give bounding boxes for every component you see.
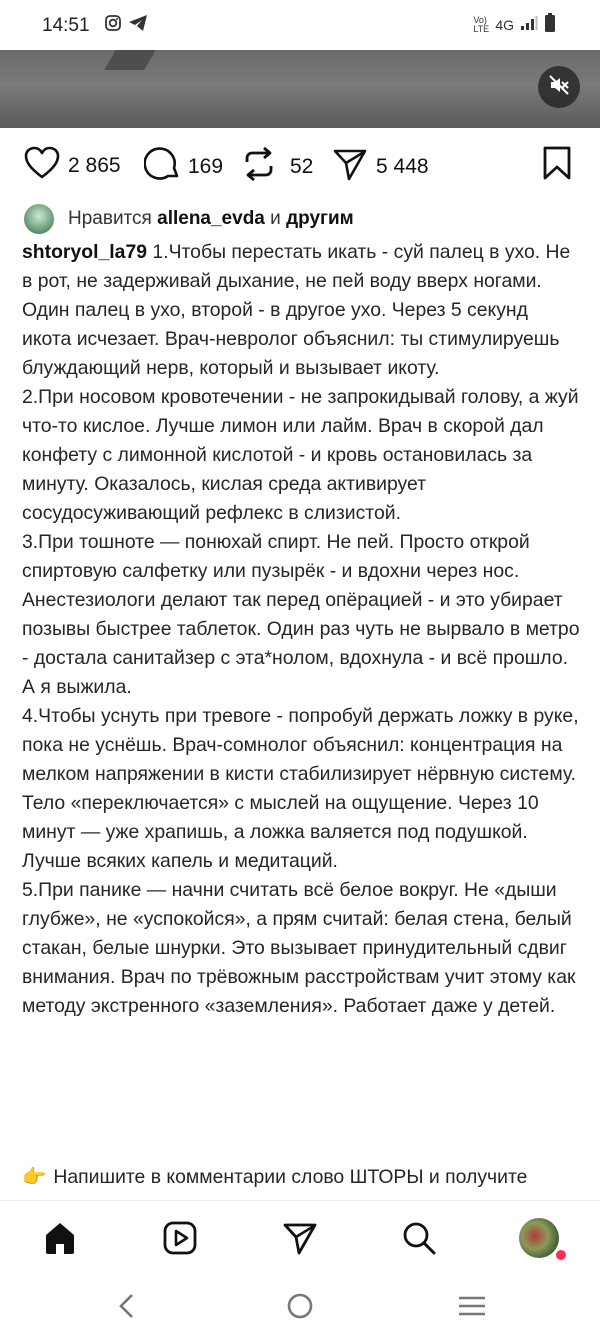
home-circle-icon[interactable] <box>286 1292 314 1325</box>
post-actions <box>0 128 600 200</box>
home-icon[interactable] <box>42 1220 78 1261</box>
save-button[interactable] <box>542 146 572 185</box>
reels-icon[interactable] <box>162 1220 198 1261</box>
liker-avatar[interactable] <box>24 204 54 234</box>
like-count[interactable]: 2 865 <box>68 153 121 177</box>
liked-by-prefix: Нравится <box>68 208 152 229</box>
send-icon[interactable] <box>332 146 368 187</box>
nav-reels[interactable] <box>161 1221 199 1259</box>
media-detail <box>104 50 156 70</box>
liked-by-text[interactable] <box>68 208 354 230</box>
cta-text: Напишите в комментарии слово ШТОРЫ и получите <box>53 1166 528 1188</box>
recents-icon[interactable] <box>457 1292 487 1325</box>
repost-count[interactable]: 52 <box>290 154 314 178</box>
repost-icon[interactable] <box>242 146 276 187</box>
like-action[interactable] <box>24 146 121 185</box>
caption-text: 1.Чтобы перестать икать - суй палец в ухо. Не в рот, не задерживай дыхание, не пей воду вверх ногами. Один палец в ухо, второй - в другое ухо. Через 5 секунд икота исчезает. Врач-невролог объяснил: ты стимулируешь блуждающий нерв, который и вызывает икоту. 2.При носовом кровотечении - не запрокидывай голову, а жуй что-то кислое. Лучше лимон или лайм. Врач в скорой дал конфету с лимонной кислотой - и кровь остановилась за минуту. Оказалось, кислая среда активирует сосудосуживающий рефлекс в слизистой. 3.При тошноте — понюхай спирт. Не пей. Просто открой спиртовую салфетку или пузырёк - и вдохни через нос. Анестезиологи делают так перед опёрацией - и это убирает позывы быстрее таблеток. Один раз чуть не вырвало в метро - достала санитайзер с эта*нолом, вдохнула - и всё прошло. А я выжила. 4.Чтобы уснуть при тревоге - попробуй держать ложку в руке, пока не уснёшь. Врач-сомнолог объяснил: концентрация на мелком напряжении в кисти стабилизирует нёрвную систему. Тело «переключается» с мыслей на ощущение. Через 10 минут — уже храпишь, а ложка валяется под подушкой. Лучше всяких капель и медитаций. 5.При панике — начни считать всё белое вокруг. Не «дыши глубже», не «успокойся», а прям считай: белая стена, белый стакан, белые шнурки. Это вызывает принудительный сдвиг внимания. Врач по трёвожным расстройствам учит этому как методу экстренного «заземления». Работает даже у детей. <box>22 241 580 1017</box>
muted-speaker-icon <box>548 74 570 101</box>
network-type: 4G <box>495 16 514 33</box>
comment-action[interactable] <box>144 146 223 187</box>
bottom-nav <box>0 1200 600 1277</box>
caption-username[interactable]: shtoryol_la79 <box>22 241 148 263</box>
status-time: 14:51 <box>42 15 90 36</box>
comment-icon[interactable] <box>144 146 180 187</box>
post-media[interactable] <box>0 50 600 128</box>
nav-search[interactable] <box>400 1221 438 1259</box>
mute-button[interactable] <box>538 66 580 108</box>
status-right <box>473 13 556 36</box>
share-count[interactable]: 5 448 <box>376 154 429 178</box>
nav-home[interactable] <box>41 1221 79 1259</box>
nav-profile-avatar[interactable] <box>519 1218 559 1258</box>
post-caption <box>22 238 582 1021</box>
back-icon[interactable] <box>116 1292 138 1325</box>
liked-by-and: и <box>270 208 281 229</box>
heart-icon[interactable] <box>24 146 60 185</box>
pointing-hand-emoji: 👉 <box>22 1166 47 1188</box>
bookmark-icon[interactable] <box>542 146 572 185</box>
instagram-notification-icon <box>104 14 122 38</box>
status-bar <box>0 0 600 50</box>
liker-username[interactable]: allena_evda <box>157 208 265 229</box>
notification-dot <box>554 1248 568 1262</box>
repost-action[interactable] <box>242 146 313 187</box>
liked-by-others[interactable]: другим <box>286 208 354 229</box>
system-nav <box>0 1276 600 1337</box>
direct-icon[interactable] <box>282 1220 318 1261</box>
search-icon[interactable] <box>401 1220 437 1261</box>
signal-icon <box>520 15 538 34</box>
liked-by[interactable] <box>24 202 354 236</box>
volte-label: Vo) LTE <box>473 14 490 34</box>
caption-cta <box>22 1163 582 1192</box>
telegram-notification-icon <box>128 14 148 38</box>
share-action[interactable] <box>332 146 429 187</box>
comment-count[interactable]: 169 <box>188 154 224 178</box>
nav-messages[interactable] <box>281 1221 319 1259</box>
battery-icon <box>544 13 556 36</box>
